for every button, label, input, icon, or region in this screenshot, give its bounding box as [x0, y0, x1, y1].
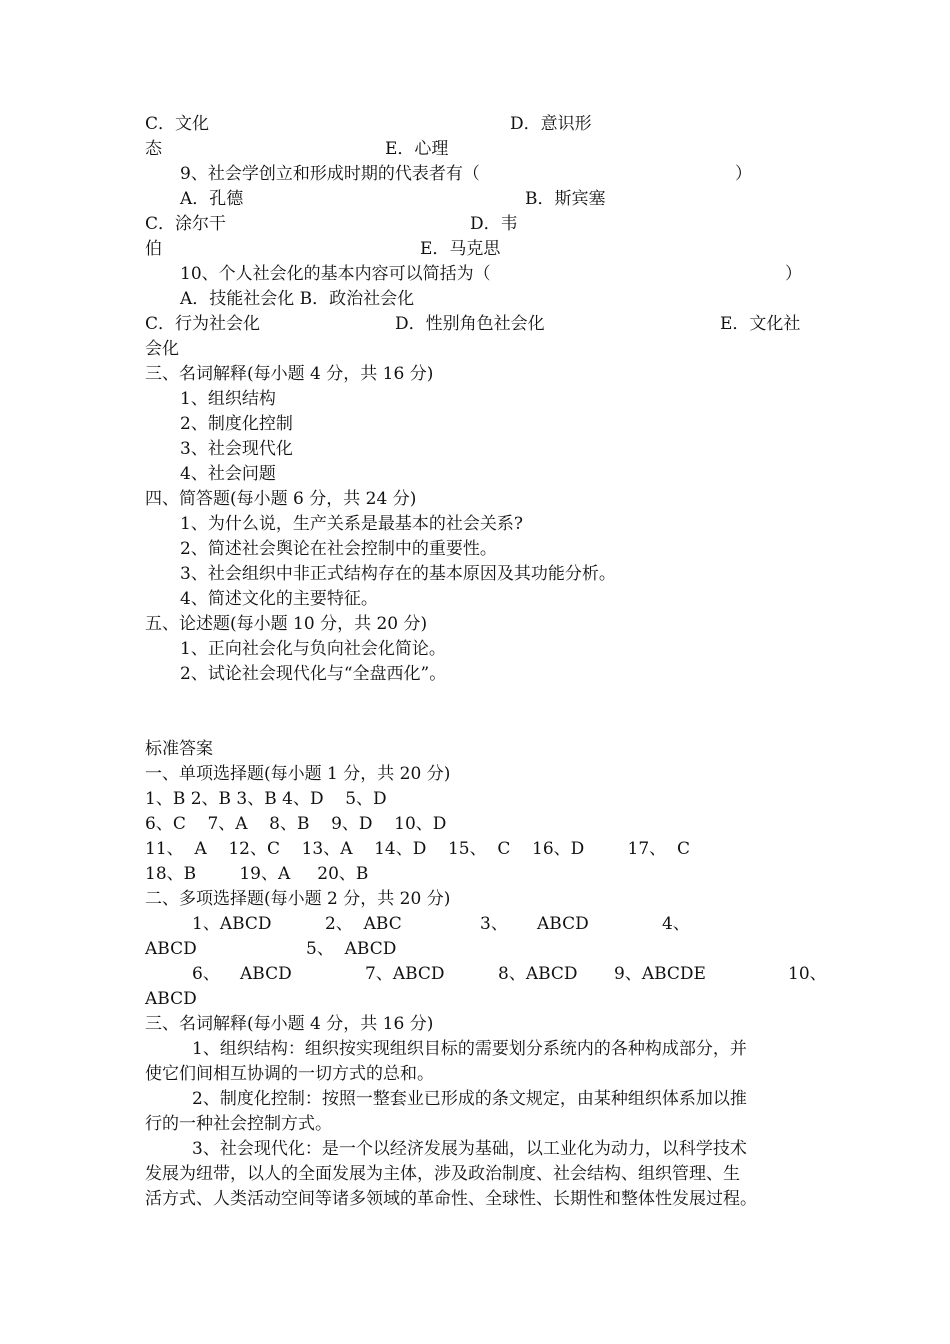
text-line: 1、ABCD [192, 914, 272, 934]
text-line: 一、单项选择题(每小题 1 分，共 20 分) [145, 764, 451, 784]
text-line: C．文化 [145, 114, 210, 134]
text-line: 伯 [145, 239, 162, 259]
text-line: 1、为什么说，生产关系是最基本的社会关系? [180, 514, 523, 534]
text-line: E．心理 [385, 139, 449, 159]
text-line: 1、B 2、B 3、B 4、D 5、D [145, 789, 387, 809]
text-line: 2、试论社会现代化与“全盘西化”。 [180, 664, 447, 684]
text-line: 7、ABCD [365, 964, 445, 984]
text-line: 五、论述题(每小题 10 分，共 20 分) [145, 614, 428, 634]
text-line: 1、组织结构：组织按实现组织目标的需要划分系统内的各种构成部分，并 [192, 1039, 747, 1059]
text-line: 三、名词解释(每小题 4 分，共 16 分) [145, 364, 434, 384]
text-line: E．文化社 [720, 314, 801, 334]
text-line: ） [785, 264, 802, 284]
text-line: ABCD [145, 989, 197, 1009]
text-line: 5、 ABCD [306, 939, 397, 959]
text-line: 2、简述社会舆论在社会控制中的重要性。 [180, 539, 497, 559]
text-line: 2、制度化控制 [180, 414, 293, 434]
text-line: 4、 [662, 914, 690, 934]
text-line: 9、社会学创立和形成时期的代表者有（ [180, 164, 480, 184]
text-line: 会化 [145, 339, 179, 359]
text-line: 二、多项选择题(每小题 2 分，共 20 分) [145, 889, 451, 909]
text-line: 3、社会现代化 [180, 439, 293, 459]
text-line: ABCD [145, 939, 197, 959]
text-line: B．斯宾塞 [525, 189, 606, 209]
text-line: A．技能社会化 B．政治社会化 [180, 289, 415, 309]
text-line: 10、个人社会化的基本内容可以简括为（ [180, 264, 491, 284]
text-line: 2、 ABC [325, 914, 402, 934]
text-line: 4、简述文化的主要特征。 [180, 589, 378, 609]
text-line: 2、制度化控制：按照一整套业已形成的条文规定，由某种组织体系加以推 [192, 1089, 747, 1109]
text-line: D．性别角色社会化 [395, 314, 545, 334]
text-line: D．韦 [470, 214, 518, 234]
text-line: 行的一种社会控制方式。 [145, 1114, 332, 1134]
text-line: 9、ABCDE [614, 964, 706, 984]
text-line: 标准答案 [145, 739, 213, 759]
text-line: 3、社会现代化：是一个以经济发展为基础，以工业化为动力，以科学技术 [192, 1139, 747, 1159]
text-line: 1、正向社会化与负向社会化简论。 [180, 639, 446, 659]
text-line: ABCD [537, 914, 589, 934]
text-line: D．意识形 [510, 114, 592, 134]
text-line: C．涂尔干 [145, 214, 227, 234]
text-line: 3、社会组织中非正式结构存在的基本原因及其功能分析。 [180, 564, 616, 584]
text-line: ABCD [240, 964, 292, 984]
text-line: 4、社会问题 [180, 464, 276, 484]
text-line: 8、ABCD [498, 964, 578, 984]
text-line: 3、 [480, 914, 508, 934]
text-line: 三、名词解释(每小题 4 分，共 16 分) [145, 1014, 434, 1034]
text-line: 18、B 19、A 20、B [145, 864, 369, 884]
text-line: 发展为纽带，以人的全面发展为主体，涉及政治制度、社会结构、组织管理、生 [145, 1164, 740, 1184]
text-line: C．行为社会化 [145, 314, 261, 334]
text-line: 1、组织结构 [180, 389, 276, 409]
text-line: 态 [145, 139, 162, 159]
text-line: E．马克思 [420, 239, 501, 259]
text-line: 10、 [788, 964, 827, 984]
text-line: 11、 A 12、C 13、A 14、D 15、 C 16、D 17、 C [145, 839, 690, 859]
text-line: ） [735, 164, 752, 184]
text-line: A．孔德 [180, 189, 244, 209]
text-line: 活方式、人类活动空间等诸多领域的革命性、全球性、长期性和整体性发展过程。 [145, 1189, 757, 1209]
text-line: 使它们间相互协调的一切方式的总和。 [145, 1064, 434, 1084]
text-line: 6、C 7、A 8、B 9、D 10、D [145, 814, 447, 834]
text-line: 四、简答题(每小题 6 分，共 24 分) [145, 489, 417, 509]
text-line: 6、 [192, 964, 220, 984]
